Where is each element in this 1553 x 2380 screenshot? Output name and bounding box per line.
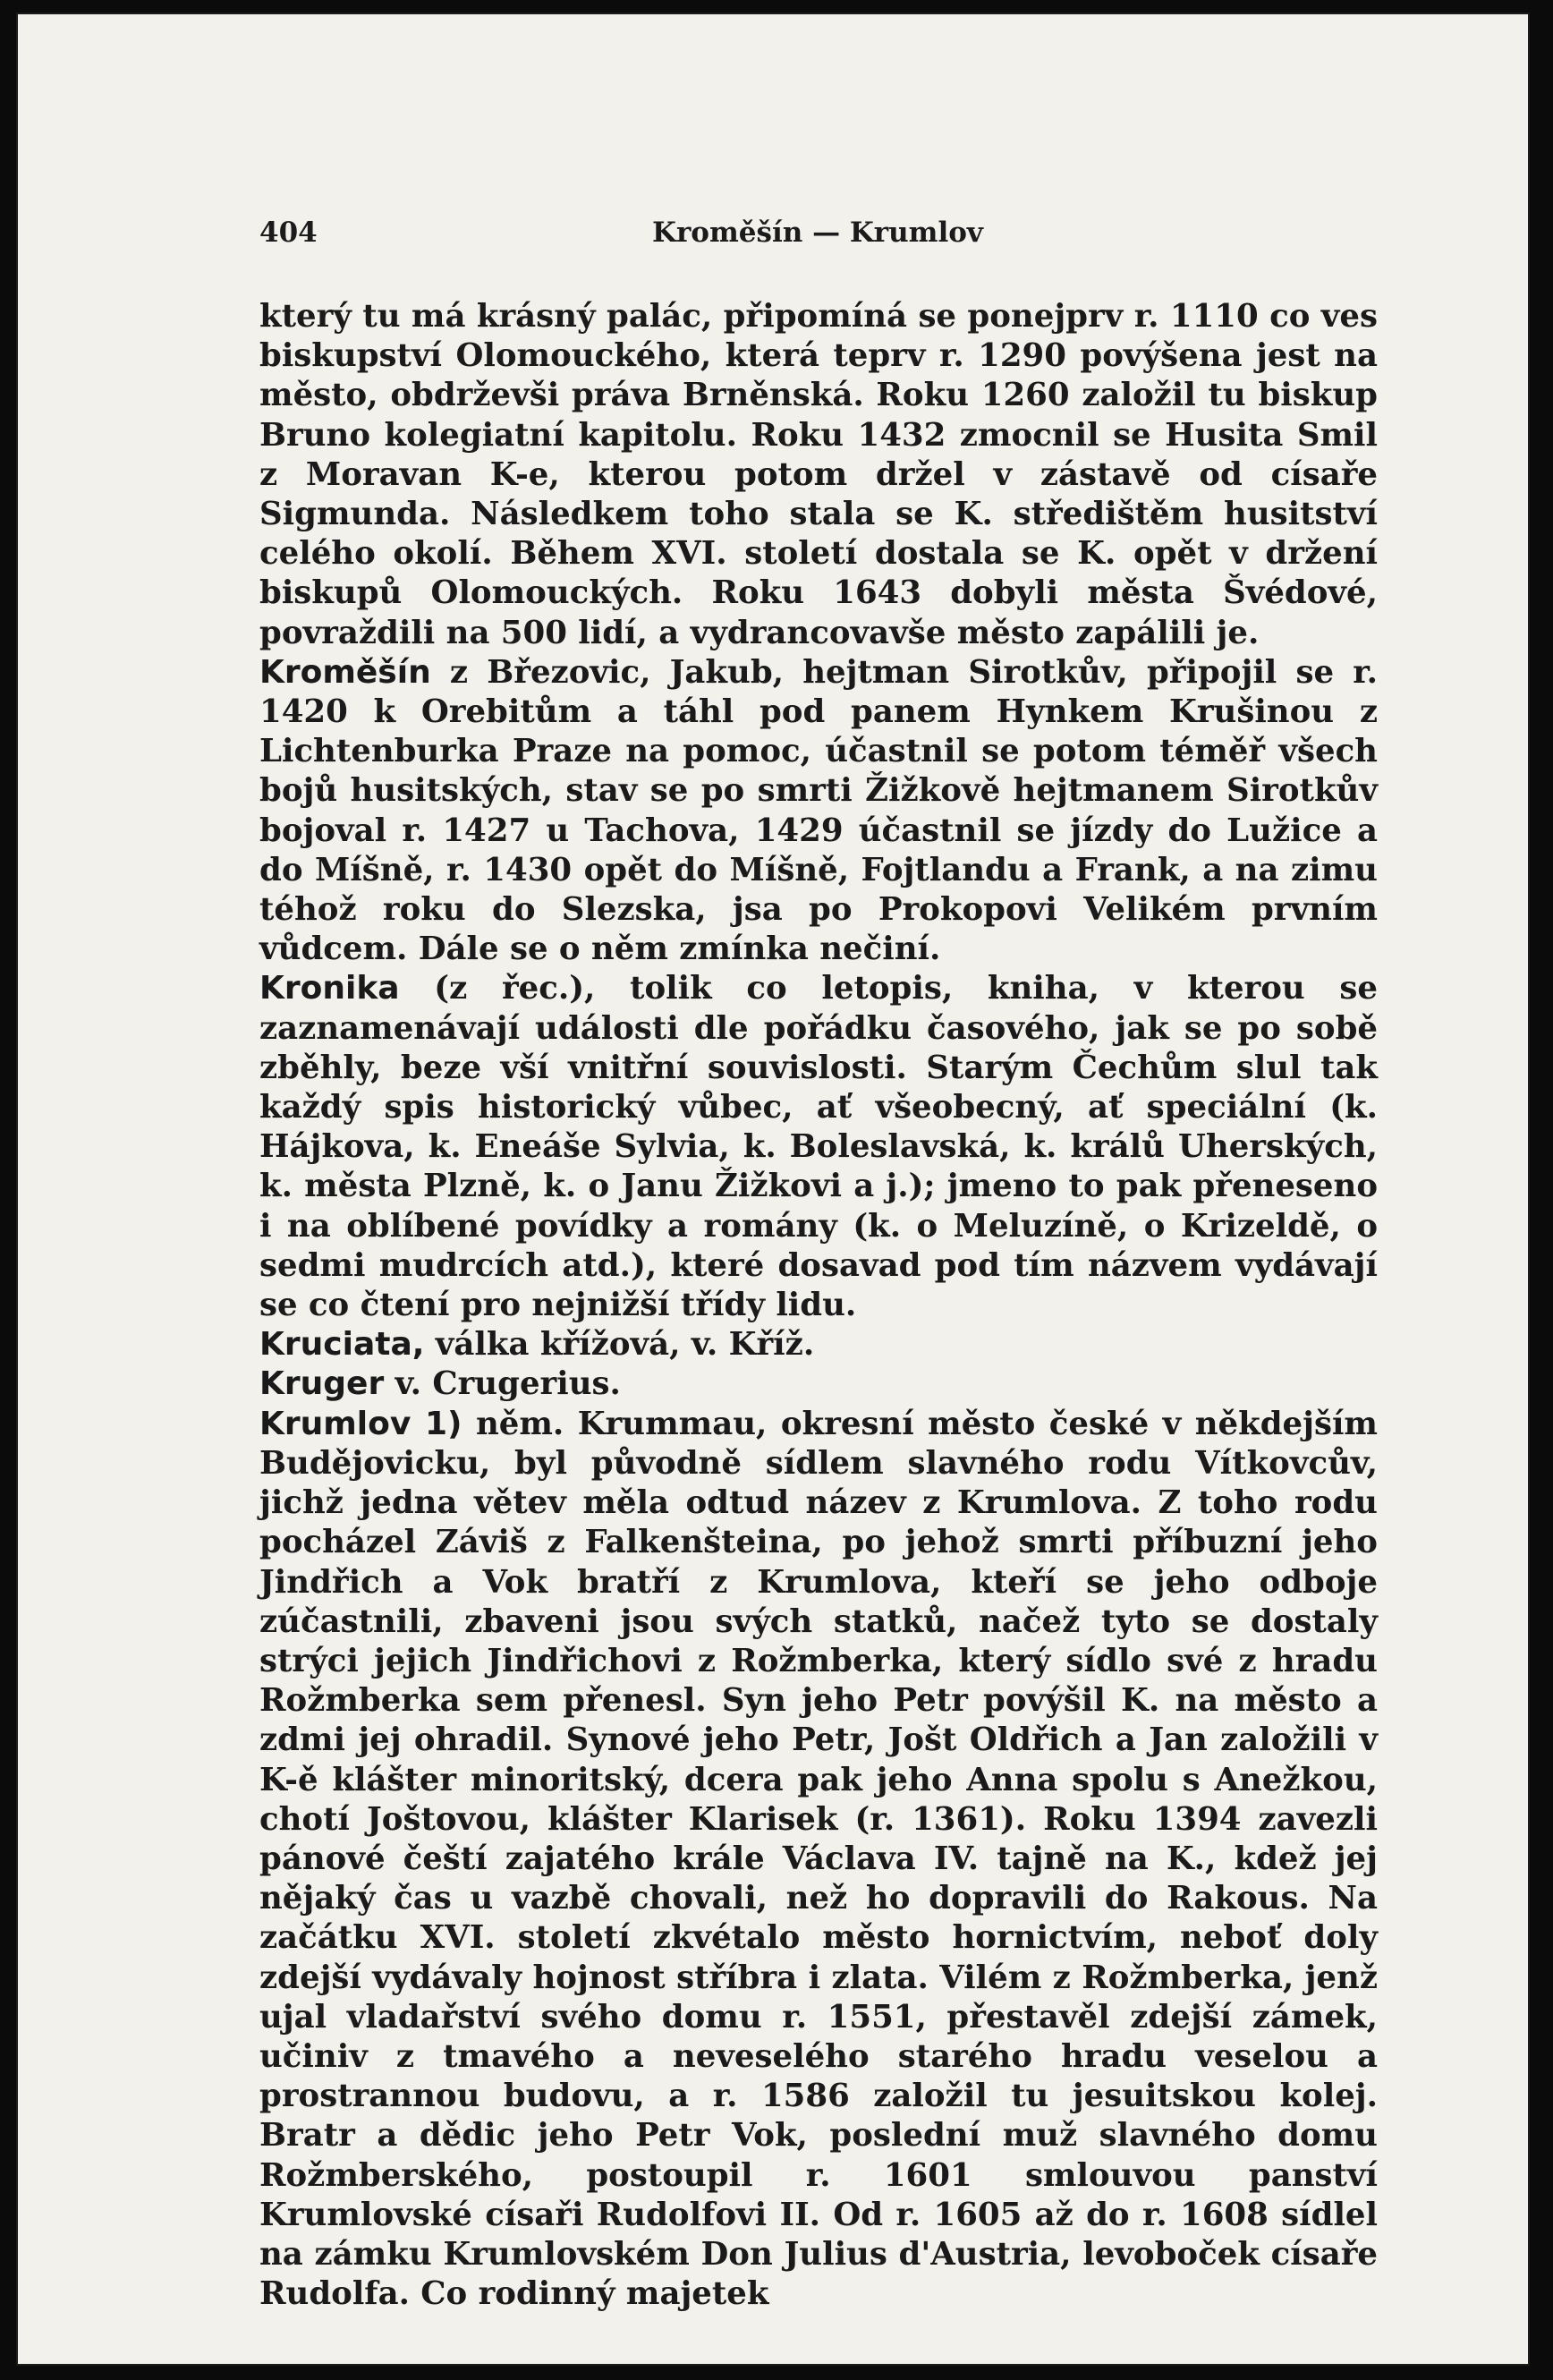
entry-text: v. Crugerius.: [395, 1365, 621, 1403]
entry-text: který tu má krásný palác, připomíná se ponejprv r. 1110 co ves biskupství Olomouckého, která teprv r. 1290 povýšena jest na město, obdrževši práva Brněnská. Roku 1260 založil tu biskup Bruno kolegiatní kapitolu. Roku 1432 zmocnil se Husita Smil z Moravan K-e, kterou potom držel v zástavě od císaře Sigmunda. Následkem toho stala se K. středištěm husitství celého okolí. Během XVI. století dostala se K. opět v držení biskupů Olomouckých. Roku 1643 dobyli města Švédové, povraždili na 500 lidí, a vydrancovavše město zapálili je.: [259, 298, 1378, 651]
page-number: 404: [259, 217, 318, 249]
entry-kruger: [259, 1364, 1378, 1404]
entry-text: válka křížová, v. Kříž.: [435, 1326, 815, 1364]
entry-kromeriz-continued: [259, 297, 1378, 653]
entry-text: z Březovic, Jakub, hejtman Sirotkův, připojil se r. 1420 k Orebitům a táhl pod panem Hynkem Krušinou z Lichtenburka Praze na pomoc, účastnil se potom téměř všech bojů husitských, stav se po smrti Žižkově hejtmanem Sirotkův bojoval r. 1427 u Tachova, 1429 účastnil se jízdy do Lužice a do Míšně, r. 1430 opět do Míšně, Fojtlandu a Frank, a na zimu téhož roku do Slezska, jsa po Prokopovi Velikém prvním vůdcem. Dále se o něm zmínka nečiní.: [259, 653, 1379, 968]
text-body: [259, 297, 1378, 2314]
entry-text: (z řec.), tolik co letopis, kniha, v kterou se zaznamenávají události dle pořádku časového, jak se po sobě zběhly, beze vší vnitřní souvislosti. Starým Čechům slul tak každý spis historický vůbec, ať všeobecný, ať speciální (k. Hájkova, k. Eneáše Sylvia, k. Boleslavská, k. králů Uherských, k. města Plzně, k. o Janu Žižkovi a j.); jmeno to pak přeneseno i na oblíbené povídky a romány (k. o Meluzíně, o Krizeldě, o sedmi mudrcích atd.), které dosavad pod tím názvem vydávají se co čtení pro nejnižší třídy lidu.: [259, 970, 1379, 1324]
entry-headword: Kroměšín: [259, 653, 431, 691]
entry-kromesin: [259, 653, 1378, 970]
entry-krumlov: [259, 1405, 1378, 2315]
entry-headword: Kronika: [259, 970, 400, 1007]
page: [16, 13, 1530, 2366]
entry-headword: Kruciata,: [259, 1326, 425, 1364]
entry-kruciata: [259, 1325, 1378, 1364]
entry-text: něm. Krummau, okresní město české v někdejším Budějovicku, byl původně sídlem slavného rodu Vítkovcův, jichž jedna větev měla odtud název z Krumlova. Z toho rodu pocházel Záviš z Falkenšteina, po jehož smrti příbuzní jeho Jindřich a Vok bratří z Krumlova, kteří se jeho odboje zúčastnili, zbaveni jsou svých statků, načež tyto se dostaly strýci jejich Jindřichovi z Rožmberka, který sídlo své z hradu Rožmberka sem přenesl. Syn jeho Petr povýšil K. na město a zdmi jej ohradil. Synové jeho Petr, Jošt Oldřich a Jan založili v K-ě klášter minoritský, dcera pak jeho Anna spolu s Anežkou, chotí Joštovou, klášter Klarisek (r. 1361). Roku 1394 zavezli pánové čeští zajatého krále Václava IV. tajně na K., kdež jej nějaký čas u vazbě chovali, než ho dopravili do Rakous. Na začátku XVI. století zkvétalo město hornictvím, neboť doly zdejší vydávaly hojnost stříbra i zlata. Vilém z Rožmberka, jenž ujal vladařství svého domu r. 1551, přestavěl zdejší zámek, učiniv z tmavého a neveselého starého hradu veselou a prostrannou budovu, a r. 1586 založil tu jesuitskou kolej. Bratr a dědic jeho Petr Vok, poslední muž slavného domu Rožmberského, postoupil r. 1601 smlouvou panství Krumlovské císaři Rudolfovi II. Od r. 1605 až do r. 1608 sídlel na zámku Krumlovském Don Julius d'Austria, levoboček císaře Rudolfa. Co rodinný majetek: [259, 1405, 1378, 2313]
running-title: Kroměšín — Krumlov: [652, 217, 983, 249]
entry-kronika: [259, 969, 1378, 1325]
entry-headword: Krumlov 1): [259, 1405, 463, 1442]
entry-headword: Kruger: [259, 1365, 385, 1403]
